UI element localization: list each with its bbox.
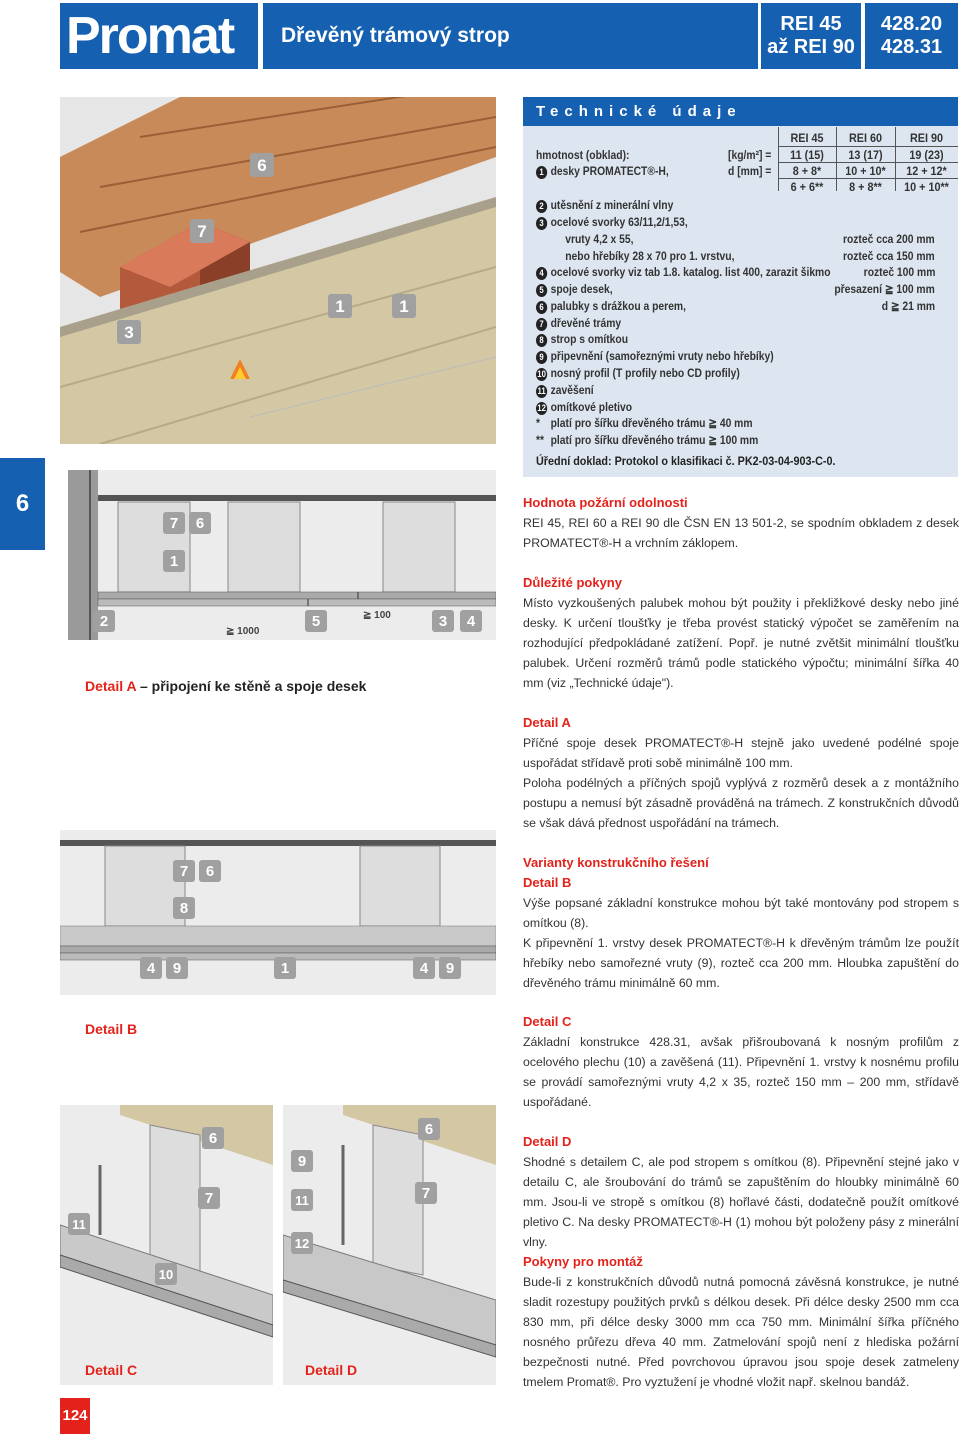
detail-b-label-9b-text: 9 [445,960,455,977]
tech-item-text: platí pro šířku dřevěného trámu ≧ 40 mm [550,416,753,430]
tech-item-badge: 2 [536,200,547,213]
row-divider-1 [778,146,958,147]
section-assembly-heading: Pokyny pro montáž [523,1254,643,1269]
detail-d-label-6 [418,1118,440,1140]
tech-item-badge: 9 [536,351,547,364]
boards2-rei60: 8 + 8** [849,180,882,194]
fire-rating-line2: až REI 90 [767,36,855,58]
detail-c-illustration [60,1105,273,1385]
detail-b-label-8 [173,897,195,919]
tech-item-text: připevnění (samořeznými vruty nebo hřebíky) [550,349,774,363]
detail-b-caption: Detail B [85,1021,138,1037]
section-detail-c-p1: Základní konstrukce 428.31, avšak přišroubovaná k nosným profilům z ocelového plechu (10) a zavěšená (11). Připevnění 1. vrstvy k nosnému profilu se provádí samořeznými vruty 4,2 x 35, rozteč 150 mm – 200 mm, střídavě uspořádané. [523,1035,959,1109]
tech-item-row [536,215,688,230]
tech-item-badge: 4 [536,267,547,280]
detail-c-label-11 [68,1213,90,1235]
section-important-heading: Důležité pokyny [523,575,622,590]
official-document: Úřední doklad: Protokol o klasifikaci č. PK2-03-04-903-C-0. [536,454,836,468]
detail-c-label-11-text: 11 [72,1217,86,1232]
section-variants-heading: Varianty konstrukčního řešení [523,855,709,870]
tech-item-value: rozteč 100 mm [863,265,935,279]
section-important [523,573,959,693]
system-code [865,3,958,69]
tech-item-badge: 3 [536,217,547,230]
row-divider-3 [778,178,958,179]
brand-logo: Promat [60,3,258,69]
page-title: Dřevěný trámový strop [263,3,758,69]
tech-item-text: omítkové pletivo [550,400,633,414]
detail-b-label-4a [140,957,162,979]
detail-d-illustration [283,1105,496,1385]
section-detail-c [523,1012,959,1112]
tech-item-text: vruty 4,2 x 55, [565,232,634,246]
detail-b-label-9a-text: 9 [172,960,182,977]
section-fire-resistance [523,493,959,553]
tech-item-text: zavěšení [550,383,594,397]
tech-item-value: rozteč cca 150 mm [843,249,935,263]
detail-a-dim-100: ≧ 100 [363,610,391,621]
detail-b-label-1 [274,957,296,979]
detail-a-caption-red: Detail A [85,678,137,694]
detail-c-label-10-text: 10 [158,1267,174,1282]
tech-item-row [536,316,621,331]
main-label-1b [392,294,416,318]
boards-label-row [536,164,669,179]
detail-a-dim-1000: ≧ 1000 [226,626,260,637]
col-divider-3 [895,127,896,191]
detail-d-label-11 [291,1189,313,1211]
col-header-rei60: REI 60 [848,131,883,145]
section-detail-a [523,713,959,833]
boards-unit: d [mm] = [727,164,771,178]
tech-item-row [536,249,734,263]
tech-item-text: ocelové svorky viz tab 1.8. katalog. list 400, zarazit šikmo [550,265,831,279]
boards-rei60: 10 + 10* [845,164,886,178]
technical-data-panel [523,97,958,477]
detail-d-label-7 [415,1182,437,1204]
tech-item-row [536,299,686,314]
tech-item-row [536,366,740,381]
tech-item-row [536,232,634,246]
col-divider-2 [836,127,837,191]
main-illustration [60,97,496,444]
tech-item-badge: 11 [537,386,546,396]
detail-a-label-4 [460,610,482,632]
tech-item-text: utěsnění z minerální vlny [550,198,674,212]
tech-item-value: přesazení ≧ 100 mm [834,282,935,296]
tech-item-text: dřevěné trámy [550,316,622,330]
section-detail-c-heading: Detail C [523,1014,572,1029]
main-label-6 [250,153,274,177]
tech-item-badge: 10 [537,369,546,379]
detail-b-label-4b [413,957,435,979]
detail-a-label-2 [93,610,115,632]
tech-item-row [536,282,613,297]
detail-a-caption-rest: – připojení ke stěně a spoje desek [136,678,367,694]
section-detail-d-heading: Detail D [523,1134,572,1149]
detail-b-label-1-text: 1 [280,960,290,977]
col-header-rei45: REI 45 [790,131,824,145]
detail-a-label-3-text: 3 [438,613,448,630]
tech-item-text: ocelové svorky 63/11,2/1,53, [550,215,688,229]
detail-c-caption: Detail C [85,1362,138,1378]
page-number: 124 [60,1398,90,1434]
tech-item-badge: 7 [536,318,547,331]
boards-rei45: 8 + 8* [792,164,822,178]
section-important-p1: Místo vyzkoušených palubek mohou být použity i překližkové desky nebo jiné desky. K určení tloušťky je třeba provést statický výpočet se zaměřením na rozhodující předpokládané zatížení. Popř. je nutné zvětšit minimální tloušťku palubek. Určení rozměrů trámů podle statického výpočtu; minimální šířka 40 mm (viz „Technické údaje"). [523,596,959,690]
tech-item-text: palubky s drážkou a perem, [550,299,686,313]
detail-d-label-6-text: 6 [424,1121,434,1138]
detail-b-label-9a [166,957,188,979]
tech-item-badge: 12 [537,403,546,413]
main-label-7-text: 7 [197,222,207,241]
section-variants [523,853,959,993]
section-detail-a-p1: Příčné spoje desek PROMATECT®-H stejně jako uvedené podélné spoje uspořádat střídavě proti sobě minimálně 100 mm. [523,736,959,770]
tech-item-row [536,433,758,447]
main-label-1a [328,294,352,318]
detail-b-label-6 [199,860,221,882]
mass-rei45: 11 (15) [790,148,824,162]
main-label-1b-text: 1 [399,297,409,316]
tech-item-text: nebo hřebíky 28 x 70 pro 1. vrstvu, [565,249,735,263]
main-label-3-text: 3 [124,323,134,342]
fire-rating [761,3,861,69]
detail-a-illustration [68,470,496,700]
section-assembly [523,1252,959,1392]
detail-b-label-8-text: 8 [179,900,189,917]
detail-a-label-5 [305,610,327,632]
tech-item-text: nosný profil (T profily nebo CD profily) [550,366,740,380]
tech-item-row [536,332,628,347]
section-assembly-p1: Bude-li z konstrukčních důvodů nutná pomocná závěsná konstrukce, je nutné sladit rozestupy použitých prvků s délkou desek. Při délce desky 2500 mm cca 830 mm, při délce desky 3000 mm cca 750 mm. Minimální šířka příčného nosného průřezu dřeva 40 mm. Zatmelování spojů není z hlediska požární bezpečnosti nutné. Před povrchovou úpravou jsou spoje desek zatmeleny tmelem Promat®. Pro vyztužení je vhodné vložit např. skelnou bandáž. [523,1275,959,1389]
main-label-7 [190,219,214,243]
boards2-rei90: 10 + 10** [904,180,949,194]
section-detail-b-heading: Detail B [523,875,572,890]
tech-item-row [536,383,594,398]
detail-a-caption [85,678,366,694]
detail-c-label-7 [198,1187,220,1209]
detail-d-label-11-text: 11 [295,1193,309,1208]
main-label-6-text: 6 [257,156,267,175]
detail-a-label-3 [432,610,454,632]
detail-a-label-1 [163,550,185,572]
item-1-badge: 1 [536,166,547,179]
tech-item-badge: 8 [536,334,547,347]
detail-a-label-6-text: 6 [195,515,205,532]
detail-d-label-12-text: 12 [294,1236,310,1251]
col-divider-1 [778,127,779,191]
detail-c-label-6 [202,1127,224,1149]
boards-rei90: 12 + 12* [906,164,947,178]
row-divider-2 [778,162,958,163]
detail-d-label-9-text: 9 [297,1153,307,1170]
technical-data-title: Technické údaje [523,97,958,126]
main-label-3 [117,320,141,344]
boards-label: desky PROMATECT®-H, [550,164,669,178]
col-header-rei90: REI 90 [909,131,944,145]
detail-d-label-9 [291,1150,313,1172]
detail-b-label-7-text: 7 [179,863,189,880]
system-code-line2: 428.31 [880,36,943,58]
tech-item-value: d ≧ 21 mm [881,299,935,313]
section-detail-a-p2: Poloha podélných a příčných spojů vyplývá z rozměrů desek a z montážního postupu a nemusí být zásadně prováděná na trámech. Z konstrukčních důvodů se však dává přednost uspořádání na trámech. [523,776,959,830]
detail-b-label-4b-text: 4 [419,960,429,977]
tech-item-row [536,416,753,430]
section-fire-resistance-heading: Hodnota požární odolnosti [523,495,688,510]
section-detail-d [523,1132,959,1252]
tech-item-row [536,265,831,280]
tech-item-value: rozteč cca 200 mm [843,232,935,246]
section-detail-b-p2: K připevnění 1. vrstvy desek PROMATECT®-H k dřevěným trámům lze použít hřebíky nebo samořezné vruty (9), rozteč cca 200 mm. Hloubka zapuštění do dřevěného trámu minimálně 60 mm. [523,936,959,990]
tech-item-badge: 5 [536,284,547,297]
detail-b-label-6-text: 6 [205,863,215,880]
boards2-rei45: 6 + 6** [790,180,824,194]
detail-a-label-5-text: 5 [311,613,321,630]
mass-rei60: 13 (17) [848,148,883,162]
detail-c-label-6-text: 6 [208,1130,218,1147]
section-detail-d-p1: Shodné s detailem C, ale pod stropem s omítkou (8). Připevnění stejné jako v detailu C, ale šroubování do trámů se zapuštěním do hloubky minimálně 60 mm. Jsou-li ve stropě s omítkou (8) hořlavé části, dodatečně použít omítkové pletivo C. Na desky PROMATECT®-H (1) mohou být položeny pásy z minerální vlny. [523,1155,959,1249]
system-code-line1: 428.20 [880,13,943,35]
section-fire-resistance-p1: REI 45, REI 60 a REI 90 dle ČSN EN 13 501-2, se spodním obkladem z desek PROMATECT®-H a vrchním záklopem. [523,516,959,550]
tech-item-text: spoje desek, [550,282,613,296]
tech-item-text: strop s omítkou [550,332,629,346]
detail-a-label-7 [163,512,185,534]
fire-rating-line1: REI 45 [780,13,842,35]
detail-a-label-1-text: 1 [169,553,179,570]
tech-item-row [536,400,632,415]
mass-unit: [kg/m²] = [727,148,771,162]
detail-a-label-2-text: 2 [99,613,109,630]
section-detail-a-heading: Detail A [523,715,571,730]
detail-c-label-7-text: 7 [204,1190,214,1207]
detail-c-label-10 [155,1263,177,1285]
tech-item-row [536,349,774,364]
tech-item-text: platí pro šířku dřevěného trámu ≧ 100 mm [550,433,759,447]
section-detail-b-p1: Výše popsané základní konstrukce mohou být také montovány pod stropem s omítkou (8). [523,896,959,930]
main-label-1a-text: 1 [335,297,345,316]
detail-d-caption: Detail D [305,1362,358,1378]
tech-item-badge: ** [536,433,545,447]
detail-b-illustration [60,830,496,995]
mass-label: hmotnost (obklad): [536,148,630,162]
detail-d-label-7-text: 7 [421,1185,431,1202]
chapter-tab: 6 [0,458,45,550]
tech-item-badge: 6 [536,301,547,314]
detail-a-label-7-text: 7 [169,515,179,532]
tech-item-row [536,198,673,213]
detail-a-label-6 [189,512,211,534]
mass-rei90: 19 (23) [909,148,944,162]
detail-b-label-7 [173,860,195,882]
tech-item-badge: * [536,416,541,430]
detail-d-label-12 [291,1232,313,1254]
detail-b-label-4a-text: 4 [146,960,156,977]
detail-b-label-9b [439,957,461,979]
detail-a-label-4-text: 4 [466,613,476,630]
